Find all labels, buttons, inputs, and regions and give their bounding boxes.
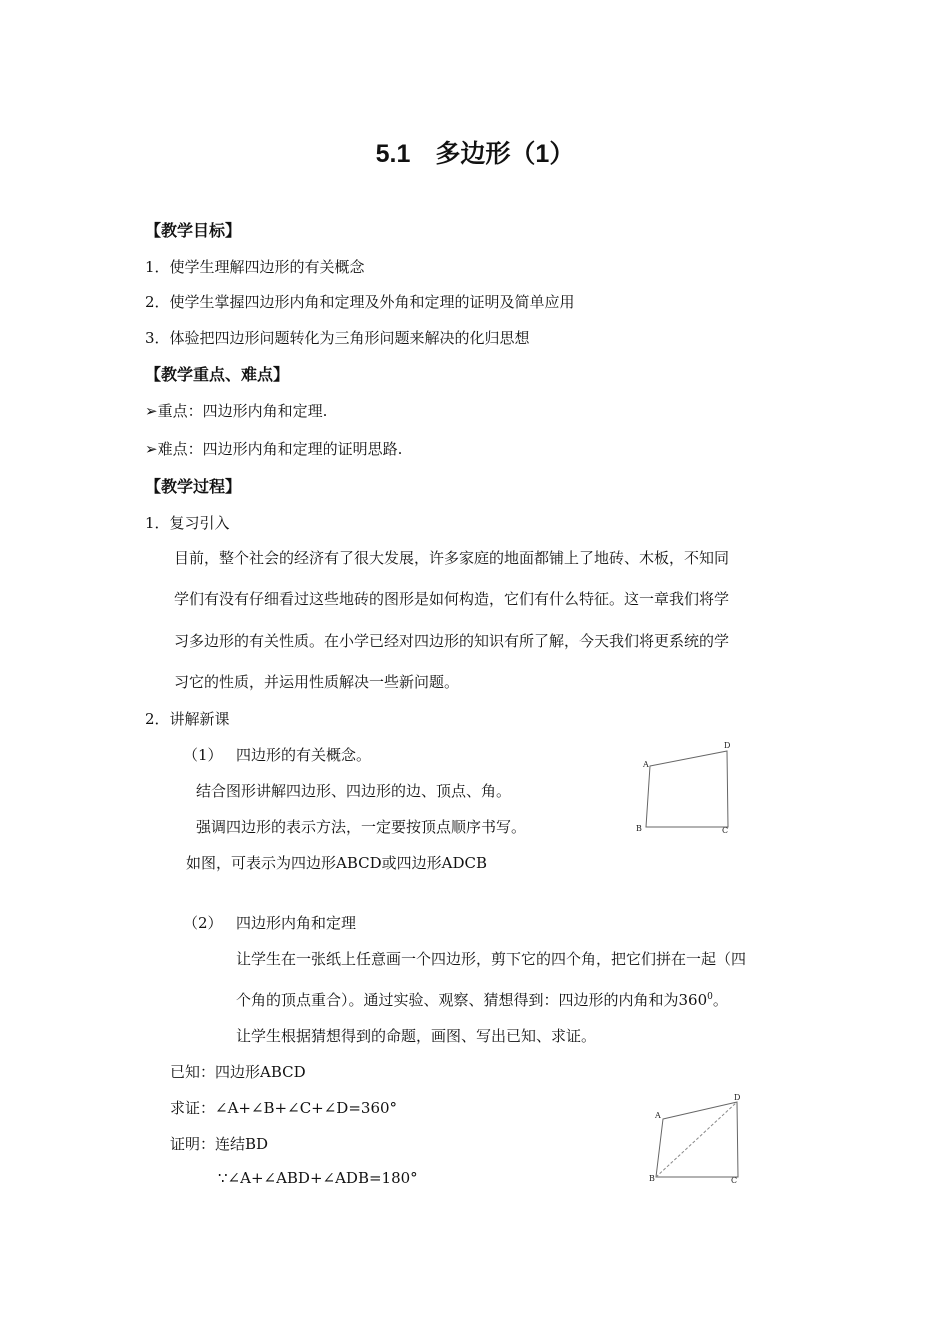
- part2-line-2-end: 。: [712, 991, 728, 1009]
- vertex-label-c: C: [722, 826, 729, 835]
- part1-number: （1）: [183, 746, 223, 764]
- vertex-label-b-2: B: [649, 1174, 655, 1183]
- vertex-label-d-2: D: [734, 1093, 741, 1102]
- proof-start: 证明：连结BD: [170, 1135, 269, 1153]
- vertex-label-d: D: [724, 741, 731, 750]
- part1-line-1: 结合图形讲解四边形、四边形的边、顶点、角。: [196, 782, 512, 800]
- goals-heading: 【教学目标】: [145, 221, 242, 240]
- part1-example: 如图，可表示为四边形ABCD或四边形ADCB: [186, 854, 487, 872]
- degree-superscript: 0: [707, 992, 713, 1002]
- step2-label: 2．讲解新课: [145, 710, 230, 728]
- intro-line-1: 目前，整个社会的经济有了很大发展，许多家庭的地面都铺上了地砖、木板，不知同: [174, 549, 730, 567]
- proof-step-1: ∵∠A+∠ABD+∠ADB=180°: [218, 1169, 418, 1187]
- goal-item-1: 1．使学生理解四边形的有关概念: [145, 258, 365, 276]
- given-statement: 已知：四边形ABCD: [170, 1063, 306, 1081]
- intro-line-3: 习多边形的有关性质。在小学已经对四边形的知识有所了解，今天我们将更系统的学: [174, 632, 730, 650]
- goal-item-3: 3．体验把四边形问题转化为三角形问题来解决的化归思想: [145, 329, 530, 347]
- vertex-label-c-2: C: [731, 1176, 738, 1185]
- goal-item-2: 2．使学生掌握四边形内角和定理及外角和定理的证明及简单应用: [145, 293, 575, 311]
- focus-point: ➢重点：四边形内角和定理.: [145, 402, 328, 420]
- step1-label: 1．复习引入: [145, 514, 230, 532]
- vertex-label-b: B: [636, 824, 642, 833]
- part2-line-1: 让学生在一张纸上任意画一个四边形，剪下它的四个角，把它们拼在一起（四: [236, 950, 747, 968]
- process-heading: 【教学过程】: [145, 477, 242, 496]
- intro-line-4: 习它的性质，并运用性质解决一些新问题。: [174, 673, 460, 691]
- part1-title: 四边形的有关概念。: [236, 746, 372, 764]
- quadrilateral-diagonal-figure: [645, 1090, 755, 1185]
- quadrilateral-figure: [630, 738, 740, 838]
- page-title: 5.1 多边形（1）: [375, 140, 575, 168]
- quadrilateral-abcd: [646, 751, 728, 827]
- vertex-label-a-2: A: [655, 1111, 661, 1120]
- part1-line-2: 强调四边形的表示方法，一定要按顶点顺序书写。: [196, 818, 527, 836]
- key-points-heading: 【教学重点、难点】: [145, 365, 290, 384]
- vertex-label-a: A: [643, 760, 649, 769]
- prove-statement: 求证：∠A+∠B+∠C+∠D=360°: [170, 1099, 398, 1117]
- diagonal-bd: [656, 1102, 737, 1177]
- part2-title: 四边形内角和定理: [236, 914, 357, 932]
- part2-line-3: 让学生根据猜想得到的命题，画图、写出已知、求证。: [236, 1027, 597, 1045]
- part2-line-2: [236, 989, 728, 1010]
- intro-line-2: 学们有没有仔细看过这些地砖的图形是如何构造，它们有什么特征。这一章我们将学: [174, 590, 730, 608]
- part2-line-2-text: 个角的顶点重合）。通过实验、观察、猜想得到：四边形的内角和为360: [236, 991, 708, 1009]
- part2-number: （2）: [183, 914, 223, 932]
- difficulty-point: ➢难点：四边形内角和定理的证明思路.: [145, 440, 403, 458]
